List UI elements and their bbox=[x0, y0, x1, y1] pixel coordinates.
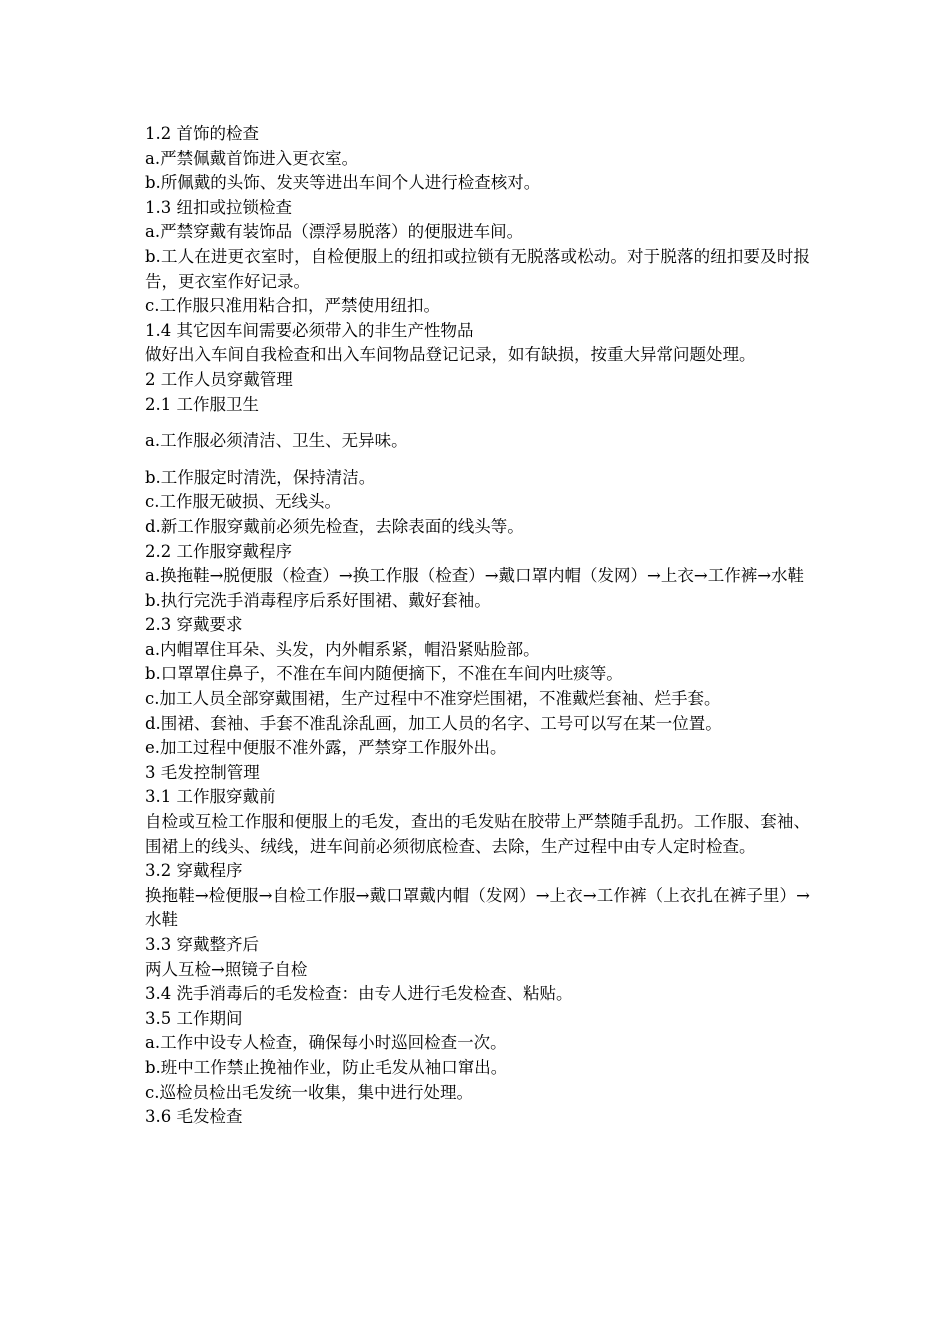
heading-3-2: 3.2 穿戴程序 bbox=[145, 861, 243, 881]
heading-3-4: 3.4 洗手消毒后的毛发检查：由专人进行毛发检查、粘贴。 bbox=[145, 984, 573, 1004]
heading-3-1: 3.1 工作服穿戴前 bbox=[145, 787, 276, 807]
heading-2-2: 2.2 工作服穿戴程序 bbox=[145, 541, 292, 561]
paragraph: b.执行完洗手消毒程序后系好围裙、戴好套袖。 bbox=[145, 590, 491, 610]
paragraph: b.班中工作禁止挽袖作业，防止毛发从袖口窜出。 bbox=[145, 1057, 508, 1077]
heading-3: 3 毛发控制管理 bbox=[145, 762, 260, 782]
paragraph: c.工作服只准用粘合扣，严禁使用纽扣。 bbox=[145, 296, 440, 316]
paragraph: a.工作服必须清洁、卫生、无异味。 bbox=[145, 431, 408, 451]
heading-3-6: 3.6 毛发检查 bbox=[145, 1107, 243, 1127]
paragraph: b.工作服定时清洗，保持清洁。 bbox=[145, 467, 376, 487]
paragraph: d.新工作服穿戴前必须先检查，去除表面的线头等。 bbox=[145, 516, 524, 536]
paragraph: a.内帽罩住耳朵、头发，内外帽系紧，帽沿紧贴脸部。 bbox=[145, 639, 540, 659]
paragraph: c.巡检员检出毛发统一收集，集中进行处理。 bbox=[145, 1082, 473, 1102]
paragraph: 自检或互检工作服和便服上的毛发，查出的毛发贴在胶带上严禁随手乱扔。工作服、套袖、围裙上的线头、绒线，进车间前必须彻底检查、去除，生产过程中由专人定时检查。 bbox=[145, 812, 810, 856]
heading-1-4: 1.4 其它因车间需要必须带入的非生产性物品 bbox=[145, 320, 474, 340]
heading-1-2: 1.2 首饰的检查 bbox=[145, 124, 259, 143]
paragraph: 做好出入车间自我检查和出入车间物品登记记录，如有缺损，按重大异常问题处理。 bbox=[145, 345, 756, 365]
paragraph: a.严禁佩戴首饰进入更衣室。 bbox=[145, 148, 359, 168]
paragraph: a.严禁穿戴有装饰品（漂浮易脱落）的便服进车间。 bbox=[145, 222, 524, 242]
paragraph: a.工作中设专人检查，确保每小时巡回检查一次。 bbox=[145, 1033, 507, 1053]
heading-1-3: 1.3 纽扣或拉锁检查 bbox=[145, 197, 292, 217]
paragraph: b.工人在进更衣室时，自检便服上的纽扣或拉锁有无脱落或松动。对于脱落的纽扣要及时报告，更衣室作好记录。 bbox=[145, 246, 810, 291]
heading-3-3: 3.3 穿戴整齐后 bbox=[145, 935, 259, 954]
paragraph: b.所佩戴的头饰、发夹等进出车间个人进行检查核对。 bbox=[145, 173, 541, 193]
paragraph: c.加工人员全部穿戴围裙，生产过程中不准穿烂围裙，不准戴烂套袖、烂手套。 bbox=[145, 689, 721, 709]
paragraph: a.换拖鞋→脱便服（检查）→换工作服（检查）→戴口罩内帽（发网）→上衣→工作裤→水鞋 bbox=[145, 566, 805, 586]
heading-2-3: 2.3 穿戴要求 bbox=[145, 615, 243, 635]
paragraph: d.围裙、套袖、手套不准乱涂乱画，加工人员的名字、工号可以写在某一位置。 bbox=[145, 713, 722, 733]
paragraph: 换拖鞋→检便服→自检工作服→戴口罩戴内帽（发网）→上衣→工作裤（上衣扎在裤子里）→水鞋 bbox=[145, 885, 810, 930]
heading-2: 2 工作人员穿戴管理 bbox=[145, 369, 293, 389]
paragraph: 两人互检→照镜子自检 bbox=[145, 959, 308, 979]
document-body bbox=[145, 122, 810, 1130]
paragraph: b.口罩罩住鼻子，不准在车间内随便摘下，不准在车间内吐痰等。 bbox=[145, 664, 623, 684]
paragraph: e.加工过程中便服不准外露，严禁穿工作服外出。 bbox=[145, 738, 507, 758]
heading-3-5: 3.5 工作期间 bbox=[145, 1008, 243, 1028]
heading-2-1: 2.1 工作服卫生 bbox=[145, 394, 259, 414]
paragraph: c.工作服无破损、无线头。 bbox=[145, 492, 341, 512]
